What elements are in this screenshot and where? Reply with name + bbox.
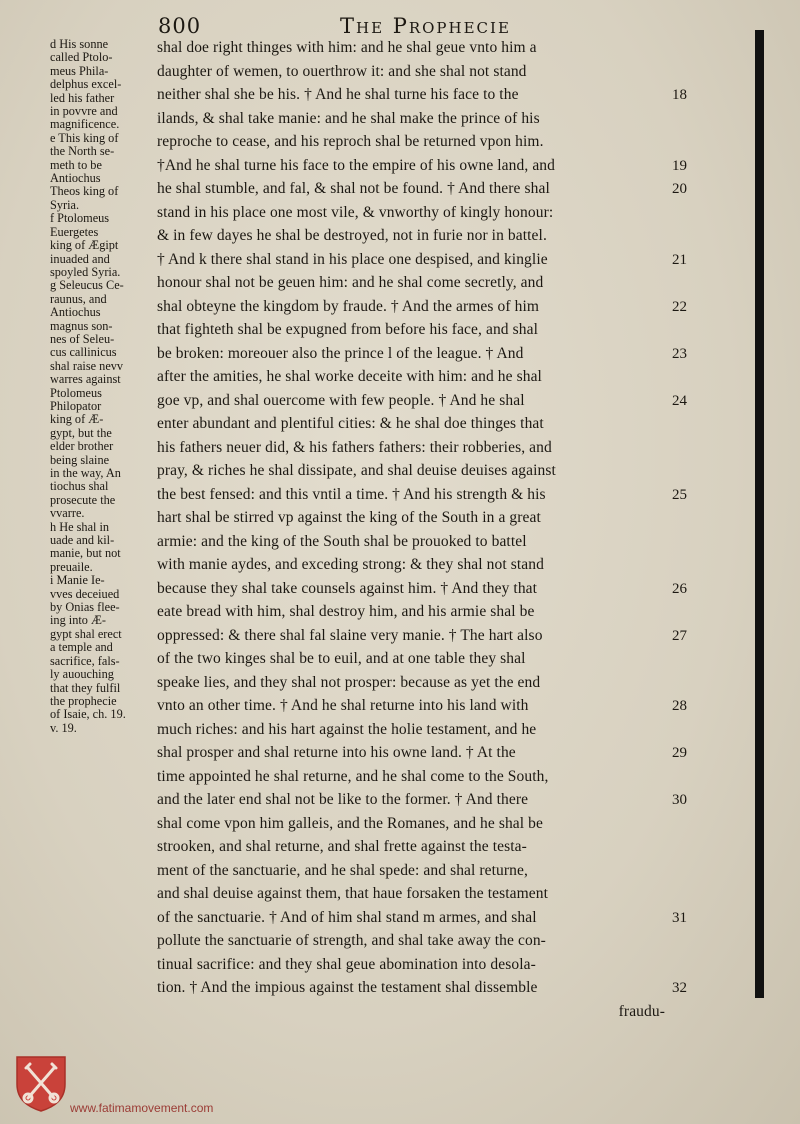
text-line: and the later end shal not be like to the former. † And there bbox=[157, 791, 529, 808]
text-line: enter abundant and plentiful cities: & he shal doe thinges that bbox=[157, 415, 544, 432]
margin-note-line: h He shal in bbox=[50, 519, 110, 534]
margin-note-line: inuaded and bbox=[50, 251, 110, 266]
text-line: of the two kinges shal be to euil, and at one table they shal bbox=[157, 650, 526, 667]
margin-note-line: called Ptolo- bbox=[50, 50, 113, 65]
margin-note-line: i Manie Ie- bbox=[50, 573, 105, 588]
margin-note-line: ing into Æ- bbox=[50, 613, 107, 628]
text-line: hart shal be stirred vp against the king of the South in a great bbox=[157, 509, 541, 526]
verse-number: 19 bbox=[672, 157, 687, 174]
text-line: after the amities, he shal worke deceite with him: and he shal bbox=[157, 368, 542, 385]
margin-note-line: shal raise nevv bbox=[50, 358, 124, 373]
verse-number: 20 bbox=[672, 181, 687, 197]
text-line: of the sanctuarie. † And of him shal stand m armes, and shal bbox=[157, 908, 537, 926]
margin-note-line: the North se- bbox=[50, 144, 115, 159]
verse-number: 24 bbox=[672, 392, 687, 409]
margin-note-line: spoyled Syria. bbox=[50, 264, 121, 279]
margin-note-line: a temple and bbox=[50, 640, 113, 655]
margin-note-line: in povvre and bbox=[50, 104, 118, 119]
watermark-url: www.fatimamovement.com bbox=[70, 1101, 214, 1115]
verse-number: 32 bbox=[672, 980, 687, 996]
margin-note-line: in the way, An bbox=[50, 466, 121, 480]
margin-note-line: being slaine bbox=[50, 452, 110, 467]
verse-number: 27 bbox=[672, 627, 687, 644]
running-title: The Prophecie bbox=[340, 14, 511, 38]
text-line: goe vp, and shal ouercome with few people. † And he shal bbox=[157, 391, 525, 409]
margin-note-line: raunus, and bbox=[50, 291, 107, 306]
text-line: pollute the sanctuarie of strength, and shal take away the con- bbox=[157, 932, 546, 949]
text-line: eate bread with him, shal destroy him, and his armie shal be bbox=[157, 603, 535, 620]
verse-number: 31 bbox=[672, 909, 687, 926]
margin-note-line: led his father bbox=[50, 90, 115, 105]
margin-note-line: meth to be bbox=[50, 157, 102, 172]
margin-note-line: cus callinicus bbox=[50, 345, 117, 360]
text-line: shal obteyne the kingdom by fraude. † And the armes of him bbox=[157, 297, 540, 315]
text-line: that fighteth shal be expugned from before his face, and shal bbox=[157, 321, 538, 338]
text-line: strooken, and shal returne, and shal frette against the testa- bbox=[157, 838, 527, 855]
text-line: much riches: and his hart against the holie testament, and he bbox=[157, 720, 537, 738]
margin-note-line: delphus excel- bbox=[50, 77, 122, 92]
margin-note-line: magnus son- bbox=[50, 318, 113, 333]
text-line: speake lies, and they shal not prosper: because as yet the end bbox=[157, 673, 541, 691]
text-line: shal come vpon him galleis, and the Romanes, and he shal be bbox=[157, 814, 543, 832]
text-line: honour shal not be geuen him: and he shal come secretly, and bbox=[157, 274, 544, 291]
text-line: tinual sacrifice: and they shal geue abomination into desola- bbox=[157, 955, 536, 973]
text-line: the best fensed: and this vntil a time. † And his strength & his bbox=[157, 485, 546, 503]
papal-keys-seal-icon bbox=[14, 1054, 68, 1112]
text-line: daughter of wemen, to ouerthrow it: and she shal not stand bbox=[157, 62, 527, 80]
margin-note-line: Philopator bbox=[50, 398, 102, 413]
verse-number: 21 bbox=[672, 251, 687, 268]
text-line: tion. † And the impious against the testament shal dissemble bbox=[157, 979, 538, 996]
margin-note-line: uade and kil- bbox=[50, 533, 115, 548]
verse-number: 30 bbox=[672, 792, 687, 808]
margin-note-line: of Isaie, ch. 19. bbox=[50, 707, 126, 722]
page-edge-rule bbox=[755, 30, 764, 998]
margin-note-line: tiochus shal bbox=[50, 479, 109, 494]
margin-note-line: warres against bbox=[50, 372, 121, 387]
margin-note-line: Theos king of bbox=[50, 184, 119, 199]
margin-note-line: g Seleucus Ce- bbox=[50, 278, 124, 293]
margin-note-line: f Ptolomeus bbox=[50, 211, 110, 226]
margin-note-line: Antiochus bbox=[50, 305, 101, 320]
margin-note-line: d His sonne bbox=[50, 37, 109, 51]
margin-note-line: king of Æ- bbox=[50, 412, 104, 427]
margin-note-line: Euergetes bbox=[50, 224, 99, 239]
text-line: oppressed: & there shal fal slaine very manie. † The hart also bbox=[157, 626, 543, 644]
margin-note-line: Syria. bbox=[50, 197, 80, 212]
margin-note-line: by Onias flee- bbox=[50, 600, 120, 615]
text-line: and shal deuise against them, that haue forsaken the testament bbox=[157, 885, 548, 902]
body-text bbox=[157, 36, 669, 1023]
margin-note-line: the prophecie bbox=[50, 693, 117, 708]
text-line: be broken: moreouer also the prince l of the league. † And bbox=[157, 344, 524, 362]
text-line: ilands, & shal take manie: and he shal make the prince of his bbox=[157, 109, 540, 127]
margin-note-line: nes of Seleu- bbox=[50, 331, 115, 346]
text-line: neither shal she be his. † And he shal turne his face to the bbox=[157, 86, 519, 103]
margin-note-line: vvarre. bbox=[50, 506, 85, 521]
margin-note-line: preuaile. bbox=[50, 559, 93, 574]
text-line: he shal stumble, and fal, & shal not be found. † And there shal bbox=[157, 180, 550, 197]
verse-number: 25 bbox=[672, 486, 687, 503]
text-line: with manie aydes, and exceding strong: & they shal not stand bbox=[157, 556, 544, 573]
verse-number: 22 bbox=[672, 298, 687, 315]
text-line: fraudu- bbox=[618, 1002, 665, 1020]
margin-notes bbox=[50, 38, 156, 735]
text-line: †And he shal turne his face to the empire of his owne land, and bbox=[157, 156, 555, 174]
margin-note-line: Ptolomeus bbox=[50, 385, 102, 400]
text-line: vnto an other time. † And he shal returne into his land with bbox=[157, 697, 529, 714]
text-line: shal doe right thinges with him: and he shal geue vnto him a bbox=[157, 39, 537, 56]
margin-note-line: elder brother bbox=[50, 439, 114, 454]
verse-number: 26 bbox=[672, 580, 687, 597]
text-line: because they shal take counsels against him. † And they that bbox=[157, 579, 538, 597]
verse-number: 28 bbox=[672, 698, 687, 714]
text-line: stand in his place one most vile, & vnworthy of kingly honour: bbox=[157, 203, 554, 221]
margin-note-line: gypt shal erect bbox=[50, 626, 122, 641]
margin-note-line: e This king of bbox=[50, 130, 119, 145]
margin-note-line: sacrifice, fals- bbox=[50, 653, 120, 668]
margin-note-line: ly auouching bbox=[50, 667, 114, 682]
margin-note-line: manie, but not bbox=[50, 546, 121, 561]
verse-number: 23 bbox=[672, 345, 687, 362]
margin-note-line: meus Phila- bbox=[50, 63, 109, 78]
margin-note-line: vves deceiued bbox=[50, 586, 120, 601]
page-number: 800 bbox=[158, 14, 202, 38]
margin-note-line: king of Ægipt bbox=[50, 238, 119, 253]
margin-note-line: gypt, but the bbox=[50, 425, 112, 440]
margin-note-line: v. 19. bbox=[50, 720, 77, 735]
text-line: his fathers neuer did, & his fathers fathers: their robberies, and bbox=[157, 438, 552, 456]
text-line: & in few dayes he shal be destroyed, not in furie nor in battel. bbox=[157, 227, 547, 244]
margin-note-line: Antiochus bbox=[50, 171, 101, 186]
text-line: time appointed he shal returne, and he shal come to the South, bbox=[157, 767, 549, 785]
verse-number: 29 bbox=[672, 745, 687, 761]
margin-note-line: that they fulfil bbox=[50, 680, 121, 695]
margin-note-line: magnificence. bbox=[50, 117, 120, 132]
margin-note-line: prosecute the bbox=[50, 492, 116, 507]
text-line: † And k there shal stand in his place one despised, and kinglie bbox=[157, 250, 548, 268]
text-line: ment of the sanctuarie, and he shal spede: and shal returne, bbox=[157, 861, 528, 879]
text-line: armie: and the king of the South shal be prouoked to battel bbox=[157, 532, 527, 550]
text-line: shal prosper and shal returne into his owne land. † At the bbox=[157, 744, 516, 761]
text-line: reproche to cease, and his reproch shal be returned vpon him. bbox=[157, 133, 544, 150]
text-line: pray, & riches he shal dissipate, and shal deuise deuises against bbox=[157, 462, 556, 479]
verse-number: 18 bbox=[672, 87, 687, 103]
